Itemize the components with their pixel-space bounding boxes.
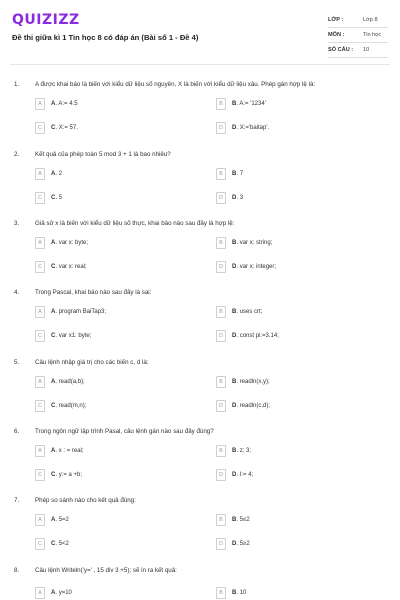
option-c[interactable]: C C. var x: real; <box>35 261 175 273</box>
option-b[interactable]: B B. 10 <box>216 587 356 599</box>
option-c[interactable]: C C. y:= a +b; <box>35 469 175 481</box>
option-text: X:='baitap'. <box>239 125 270 131</box>
meta-divider <box>328 27 388 28</box>
option-a[interactable]: A A. y=10 <box>35 587 175 599</box>
meta-value-count: 10 <box>363 47 370 53</box>
question-text: Giả sử x là biến với kiểu dữ liệu số thực, khai báo nào sau đây là hợp lệ: <box>35 220 235 227</box>
option-text: 5<2 <box>58 541 69 547</box>
option-text: A:= '1234' <box>239 101 266 107</box>
question-text: Trong Pascal, khai báo nào sau đây là sai: <box>35 289 152 296</box>
meta-value-class: Lớp 8 <box>363 17 378 23</box>
option-text: y=10 <box>58 590 72 596</box>
question-number: 2. <box>14 151 20 158</box>
option-box: D <box>216 469 226 481</box>
option-box: D <box>216 538 226 550</box>
option-text: read(m,n); <box>58 403 87 409</box>
option-box: C <box>35 538 45 550</box>
option-letter: D <box>232 403 237 409</box>
option-b[interactable]: B B. 5≤2 <box>216 514 356 526</box>
question-number: 4. <box>14 289 20 296</box>
option-box: B <box>216 237 226 249</box>
option-box: A <box>35 376 45 388</box>
option-text: 3 <box>239 195 244 201</box>
question-number: 3. <box>14 220 20 227</box>
question-3 <box>0 220 400 290</box>
option-d[interactable]: D D. var x: integer; <box>216 261 356 273</box>
option-text: I:= 4; <box>239 472 254 478</box>
option-letter: A <box>51 309 56 315</box>
option-d[interactable]: D D. I:= 4; <box>216 469 356 481</box>
option-box: A <box>35 587 45 599</box>
meta-label-class: LỚP : <box>328 17 344 23</box>
question-number: 7. <box>14 497 20 504</box>
question-8 <box>0 567 400 600</box>
question-number: 1. <box>14 81 20 88</box>
option-letter: B <box>232 517 237 523</box>
option-box: B <box>216 587 226 599</box>
option-text: 2 <box>58 171 63 177</box>
option-letter: D <box>232 333 237 339</box>
option-letter: D <box>232 264 237 270</box>
option-letter: B <box>232 240 237 246</box>
option-a[interactable]: A A. 2 <box>35 168 175 180</box>
option-letter: D <box>232 195 237 201</box>
option-letter: D <box>232 472 237 478</box>
option-box: A <box>35 237 45 249</box>
option-letter: A <box>51 517 56 523</box>
option-letter: D <box>232 125 237 131</box>
option-text: var x: string; <box>239 240 273 246</box>
option-text: A:= 4.5 <box>58 101 78 107</box>
option-letter: D <box>232 541 237 547</box>
option-text: X:= 57. <box>58 125 78 131</box>
option-letter: A <box>51 590 56 596</box>
option-d[interactable]: D D. readln(c,d); <box>216 400 356 412</box>
option-text: 10 <box>239 590 247 596</box>
option-letter: C <box>51 264 56 270</box>
option-b[interactable]: B B. uses crt; <box>216 306 356 318</box>
option-box: D <box>216 261 226 273</box>
option-box: C <box>35 330 45 342</box>
option-d[interactable]: D D. 3 <box>216 192 356 204</box>
option-box: B <box>216 514 226 526</box>
option-box: C <box>35 261 45 273</box>
question-5 <box>0 359 400 429</box>
option-text: 5=2 <box>58 517 69 523</box>
option-c[interactable]: C C. X:= 57. <box>35 122 175 134</box>
option-letter: C <box>51 195 56 201</box>
option-box: B <box>216 306 226 318</box>
option-letter: B <box>232 101 237 107</box>
option-text: uses crt; <box>239 309 263 315</box>
meta-label-count: SỐ CÂU : <box>328 47 354 53</box>
option-text: var x: real; <box>58 264 87 270</box>
option-a[interactable]: A A. read(a,b); <box>35 376 175 388</box>
option-box: B <box>216 98 226 110</box>
option-a[interactable]: A A. 5=2 <box>35 514 175 526</box>
option-box: A <box>35 445 45 457</box>
option-letter: A <box>51 101 56 107</box>
option-text: readln(x,y); <box>239 379 270 385</box>
quiz-header <box>0 0 400 70</box>
option-b[interactable]: B B. z: 3; <box>216 445 356 457</box>
question-text: Trong ngôn ngữ lập trình Pasal, câu lệnh gán nào sau đây đúng? <box>35 428 214 435</box>
option-box: B <box>216 376 226 388</box>
option-box: D <box>216 330 226 342</box>
meta-divider <box>328 57 388 58</box>
question-6 <box>0 428 400 498</box>
question-text: Kết quả của phép toán 5 mod 3 + 1 là bao nhiêu? <box>35 151 171 158</box>
option-b[interactable]: B B. A:= '1234' <box>216 98 356 110</box>
quizizz-logo[interactable]: QUIZIZZ <box>12 12 80 28</box>
question-text: Phép so sánh nào cho kết quả đúng: <box>35 497 136 504</box>
option-letter: C <box>51 403 56 409</box>
option-box: C <box>35 122 45 134</box>
option-box: A <box>35 306 45 318</box>
option-letter: A <box>51 448 56 454</box>
option-text: x : = real; <box>58 448 84 454</box>
option-d[interactable]: D D. const pi:=3.14; <box>216 330 356 342</box>
option-c[interactable]: C C. var x1: byte; <box>35 330 175 342</box>
question-text: Câu lệnh Writeln('y=' , 15 div 3 +5); sẽ in ra kết quả: <box>35 567 177 574</box>
option-box: B <box>216 445 226 457</box>
option-text: 5≥2 <box>239 541 250 547</box>
option-a[interactable]: A A. var x: byte; <box>35 237 175 249</box>
option-letter: A <box>51 171 56 177</box>
option-a[interactable]: A A. A:= 4.5 <box>35 98 175 110</box>
option-letter: B <box>232 590 237 596</box>
option-a[interactable]: A A. program BaiTap3; <box>35 306 175 318</box>
option-text: var x: byte; <box>58 240 89 246</box>
option-text: z: 3; <box>239 448 252 454</box>
option-box: D <box>216 192 226 204</box>
option-box: A <box>35 514 45 526</box>
question-text: Câu lệnh nhập giá trị cho các biến c, d là: <box>35 359 149 366</box>
option-letter: A <box>51 379 56 385</box>
option-d[interactable]: D D. 5≥2 <box>216 538 356 550</box>
option-box: C <box>35 192 45 204</box>
option-b[interactable]: B B. 7 <box>216 168 356 180</box>
option-box: D <box>216 122 226 134</box>
option-c[interactable]: C C. read(m,n); <box>35 400 175 412</box>
option-c[interactable]: C C. 5 <box>35 192 175 204</box>
option-box: C <box>35 400 45 412</box>
option-letter: C <box>51 333 56 339</box>
header-divider <box>10 64 390 65</box>
meta-divider <box>328 42 388 43</box>
option-text: program BaiTap3; <box>58 309 107 315</box>
option-box: A <box>35 168 45 180</box>
option-d[interactable]: D D. X:='baitap'. <box>216 122 356 134</box>
option-letter: B <box>232 171 237 177</box>
question-text: A được khai báo là biến với kiểu dữ liệu số nguyên, X là biến với kiểu dữ liệu xâu. Phép gán hợp lệ là: <box>35 81 316 88</box>
option-a[interactable]: A A. x : = real; <box>35 445 175 457</box>
question-number: 6. <box>14 428 20 435</box>
option-letter: B <box>232 448 237 454</box>
option-text: var x: integer; <box>239 264 277 270</box>
question-7 <box>0 497 400 567</box>
option-box: D <box>216 400 226 412</box>
option-letter: B <box>232 379 237 385</box>
meta-label-subject: MÔN : <box>328 32 345 38</box>
option-text: 7 <box>239 171 244 177</box>
question-1 <box>0 81 400 151</box>
option-b[interactable]: B B. readln(x,y); <box>216 376 356 388</box>
quiz-title: Đề thi giữa kì 1 Tin học 8 có đáp án (Bài số 1 - Đề 4) <box>12 33 199 42</box>
question-number: 8. <box>14 567 20 574</box>
question-4 <box>0 289 400 359</box>
option-letter: B <box>232 309 237 315</box>
option-b[interactable]: B B. var x: string; <box>216 237 356 249</box>
option-text: var x1: byte; <box>58 333 92 339</box>
option-c[interactable]: C C. 5<2 <box>35 538 175 550</box>
option-text: y:= a +b; <box>58 472 83 478</box>
option-text: 5≤2 <box>239 517 250 523</box>
option-letter: C <box>51 541 56 547</box>
option-text: 5 <box>58 195 63 201</box>
option-text: read(a,b); <box>58 379 85 385</box>
option-letter: A <box>51 240 56 246</box>
option-letter: C <box>51 472 56 478</box>
meta-value-subject: Tin học <box>363 32 382 38</box>
option-text: const pi:=3.14; <box>239 333 279 339</box>
question-number: 5. <box>14 359 20 366</box>
question-2 <box>0 151 400 221</box>
option-box: C <box>35 469 45 481</box>
option-text: readln(c,d); <box>239 403 271 409</box>
option-letter: C <box>51 125 56 131</box>
option-box: A <box>35 98 45 110</box>
option-box: B <box>216 168 226 180</box>
